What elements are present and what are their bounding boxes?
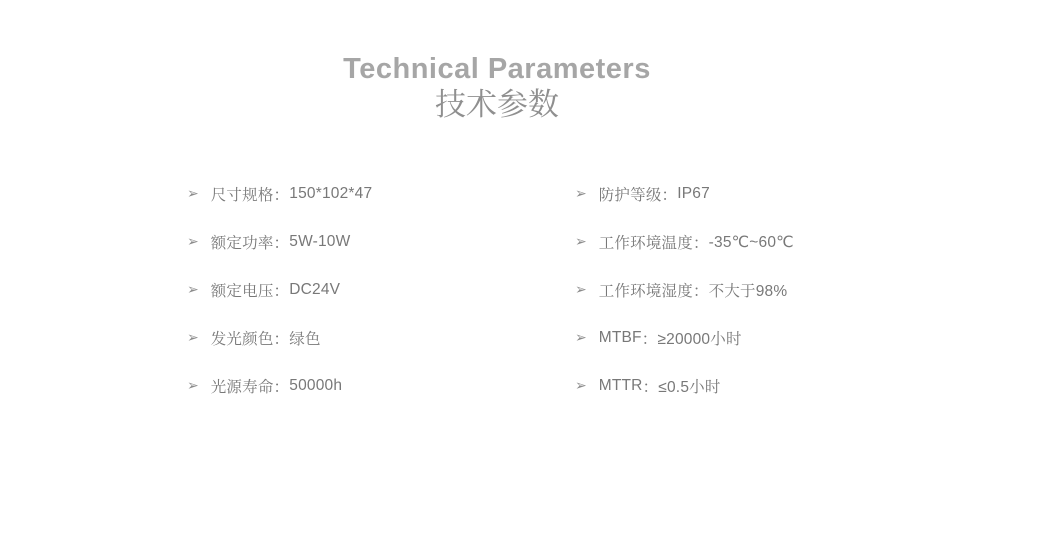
arrow-bullet-icon: ➢ bbox=[575, 377, 587, 393]
parameter-label: 工作环境温度 bbox=[598, 235, 693, 252]
parameter-value: 50000h bbox=[289, 377, 343, 394]
separator: ： bbox=[692, 235, 709, 252]
parameter-value: IP67 bbox=[677, 185, 710, 202]
section-header bbox=[0, 0, 994, 123]
parameter-item-light-color bbox=[187, 314, 575, 362]
parameter-item-rated-power bbox=[187, 218, 575, 266]
parameter-label: 防护等级 bbox=[598, 187, 662, 204]
arrow-bullet-icon: ➢ bbox=[575, 329, 587, 345]
arrow-bullet-icon: ➢ bbox=[187, 233, 199, 249]
arrow-bullet-icon: ➢ bbox=[187, 185, 199, 201]
separator: ： bbox=[273, 235, 290, 252]
separator: ： bbox=[661, 187, 678, 204]
separator: ： bbox=[273, 187, 290, 204]
parameter-item-dimensions bbox=[187, 170, 575, 218]
parameters-list bbox=[0, 170, 994, 410]
parameter-item-operating-humidity bbox=[575, 266, 994, 314]
arrow-bullet-icon: ➢ bbox=[575, 233, 587, 249]
parameter-item-mttr bbox=[575, 362, 994, 410]
parameter-item-rated-voltage bbox=[187, 266, 575, 314]
parameter-item-mtbf bbox=[575, 314, 994, 362]
parameter-item-protection-rating bbox=[575, 170, 994, 218]
arrow-bullet-icon: ➢ bbox=[187, 377, 199, 393]
parameter-value: 150*102*47 bbox=[289, 185, 373, 202]
parameter-item-light-lifespan bbox=[187, 362, 575, 410]
separator: ： bbox=[273, 283, 290, 300]
parameter-value: ≥20000小时 bbox=[657, 331, 742, 348]
parameter-value: 绿色 bbox=[289, 331, 321, 348]
separator: ： bbox=[273, 379, 290, 396]
parameters-column-left bbox=[187, 170, 575, 410]
page-title: Technical Parameters bbox=[343, 53, 651, 85]
parameter-value: 5W-10W bbox=[289, 233, 351, 250]
arrow-bullet-icon: ➢ bbox=[575, 281, 587, 297]
parameter-value: 不大于98% bbox=[708, 283, 788, 300]
parameter-label: 尺寸规格 bbox=[210, 187, 274, 204]
parameter-label: 额定电压 bbox=[210, 283, 274, 300]
parameter-label: 额定功率 bbox=[210, 235, 274, 252]
parameter-value: DC24V bbox=[289, 281, 341, 298]
parameter-item-operating-temperature bbox=[575, 218, 994, 266]
parameter-label: MTTR bbox=[598, 377, 643, 394]
parameter-label: 发光颜色 bbox=[210, 331, 274, 348]
parameter-label: 光源寿命 bbox=[210, 379, 274, 396]
arrow-bullet-icon: ➢ bbox=[575, 185, 587, 201]
separator: ： bbox=[692, 283, 709, 300]
arrow-bullet-icon: ➢ bbox=[187, 281, 199, 297]
parameter-label: MTBF bbox=[598, 329, 642, 346]
parameter-label: 工作环境湿度 bbox=[598, 283, 693, 300]
separator: ： bbox=[273, 331, 290, 348]
parameter-value: -35℃~60℃ bbox=[708, 233, 794, 251]
parameter-value: ≤0.5小时 bbox=[658, 379, 721, 396]
separator: ： bbox=[641, 331, 658, 348]
separator: ： bbox=[642, 379, 659, 396]
arrow-bullet-icon: ➢ bbox=[187, 329, 199, 345]
page-subtitle: 技术参数 bbox=[435, 87, 559, 122]
parameters-column-right bbox=[575, 170, 994, 410]
